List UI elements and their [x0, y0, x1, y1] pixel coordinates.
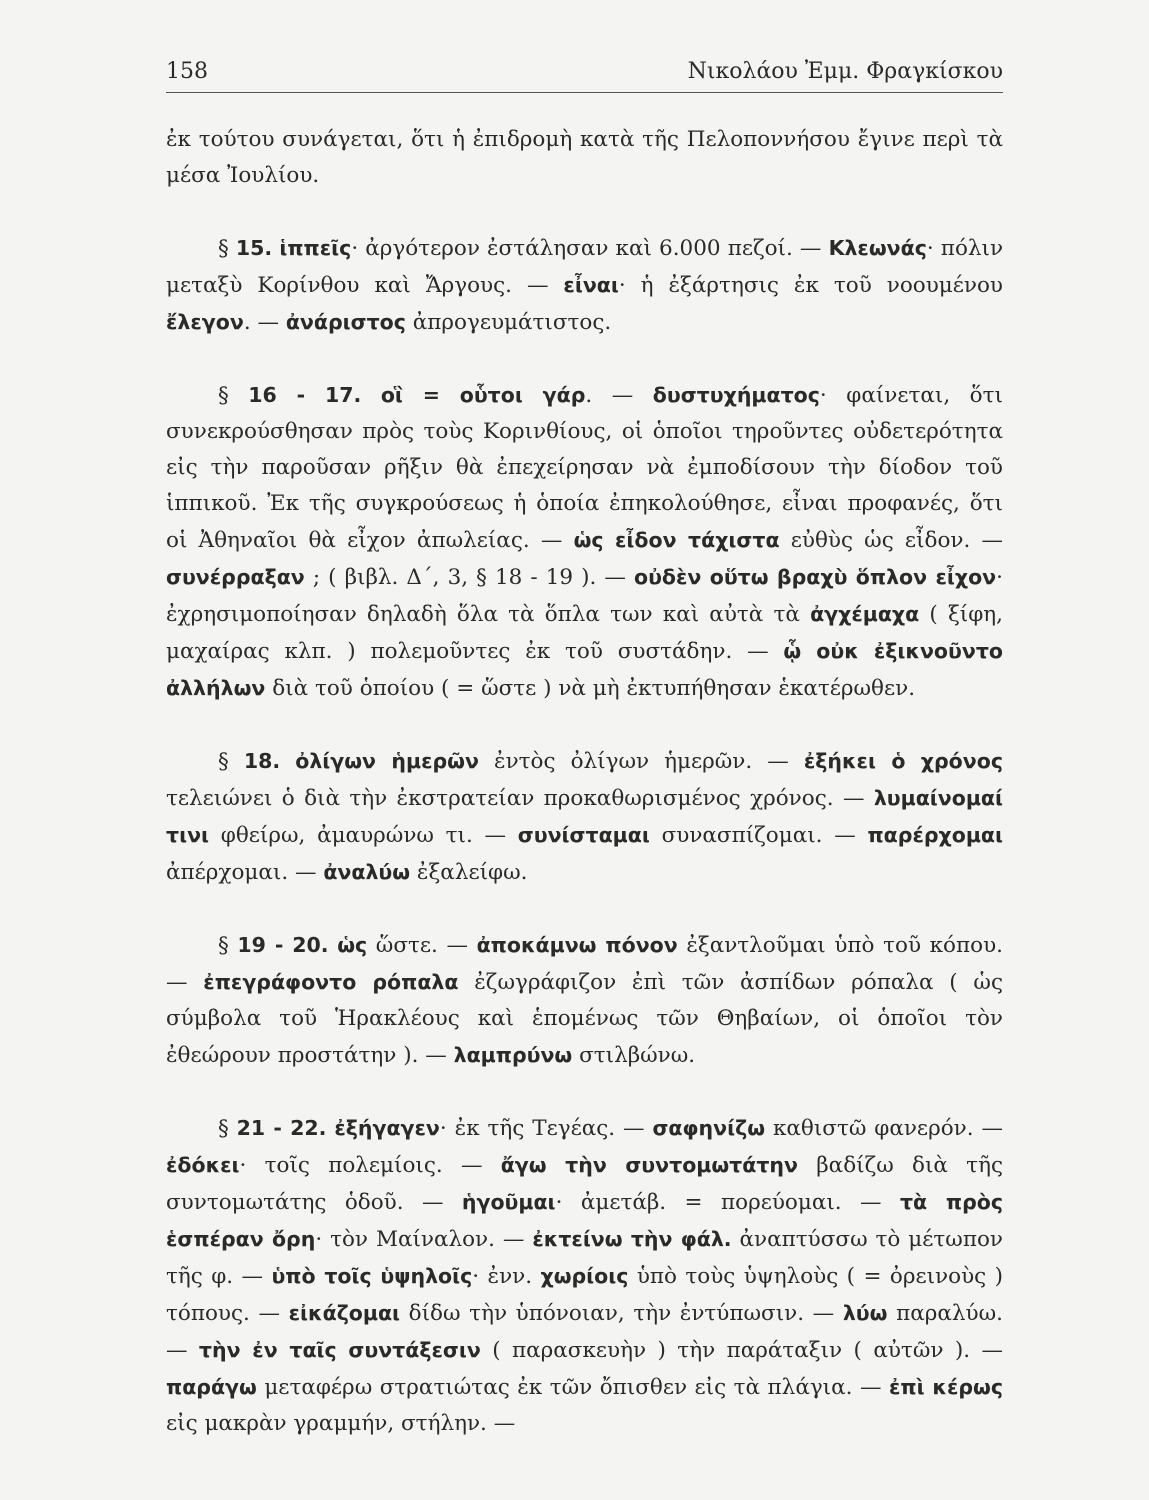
bold-term: 15.: [235, 236, 273, 260]
text-segment: . —: [243, 310, 286, 335]
bold-term: οἳ = οὗτοι γάρ: [380, 383, 586, 407]
text-segment: βαδίζω διὰ τῆς συντομωτάτης ὁδοῦ. —: [166, 1153, 1003, 1215]
bold-term: σαφηνίζω: [652, 1116, 766, 1140]
bold-term: 16 - 17.: [248, 383, 362, 407]
bold-term: ὑπὸ τοῖς ὑψηλοῖς: [271, 1264, 473, 1288]
paragraph: [166, 230, 1003, 341]
bold-term: εἶναι: [563, 273, 619, 297]
bold-term: ἄγω τὴν συντομωτάτην: [500, 1153, 798, 1177]
page-header: [166, 52, 1003, 93]
paragraph: [166, 1110, 1003, 1442]
bold-term: 19 - 20.: [237, 933, 329, 957]
bold-term: παράγω: [166, 1375, 257, 1399]
text-segment: ; ( βιβλ. Δ΄, 3, § 18 - 19 ). —: [304, 565, 634, 590]
text-segment: στιλβώνω.: [572, 1043, 696, 1068]
text-segment: [280, 749, 295, 774]
page-body: [166, 122, 1003, 1442]
text-segment: [329, 933, 338, 958]
bold-term: λύω: [842, 1301, 888, 1325]
text-segment: · ἀργότερον ἐστάλησαν καὶ 6.000 πεζοί. —: [351, 236, 829, 261]
text-segment: εἰς μακρὰν γραμμήν, στήλην. —: [166, 1411, 516, 1436]
text-segment: ἐντὸς ὀλίγων ἡμερῶν. —: [478, 749, 804, 774]
bold-term: δυστυχήματος: [652, 383, 820, 407]
bold-term: ἡγοῦμαι: [461, 1190, 556, 1214]
bold-term: ἐξήγαγεν: [334, 1116, 440, 1140]
bold-term: 18.: [243, 749, 281, 773]
bold-term: ὀλίγων ἡμερῶν: [295, 749, 479, 773]
text-segment: ἐκ τούτου συνάγεται, ὅτι ἡ ἐπιδρομὴ κατὰ τῆς Πελοποννήσου ἔγινε περὶ τὰ μέσα Ἰουλίου.: [166, 127, 1003, 188]
text-segment: καθιστῶ φανερόν. —: [765, 1116, 1003, 1141]
text-segment: ὑπὸ τοὺς ὑψηλοὺς ( = ὀρεινοὺς ) τόπους. —: [166, 1264, 1003, 1326]
bold-term: ἐπὶ κέρως: [888, 1375, 1003, 1399]
text-segment: ἐξαλείφω.: [410, 860, 528, 885]
bold-term: Κλεωνάς: [828, 236, 927, 260]
bold-term: τὰ πρὸς ἑσπέραν ὄρη: [166, 1190, 1003, 1251]
text-segment: τελειώνει ὁ διὰ τὴν ἐκστρατείαν προκαθωρισμένος χρόνος. —: [166, 786, 874, 811]
paragraph: [166, 743, 1003, 891]
text-segment: §: [218, 236, 236, 261]
text-segment: ἀπέρχομαι. —: [166, 860, 324, 885]
text-segment: ἐζωγράφιζον ἐπὶ τῶν ἀσπίδων ρόπαλα ( ὡς σύμβολα τοῦ Ἡρακλέους καὶ ἑπομένως τῶν Θηβαίων, οἱ ὁποῖοι τὸν ἐθεώρουν προστάτην ). —: [166, 970, 1003, 1068]
bold-term: παρέρχομαι: [867, 823, 1003, 847]
bold-term: ἐδόκει: [166, 1153, 240, 1177]
text-segment: εὐθὺς ὡς εἶδον. —: [779, 528, 1003, 553]
text-segment: διὰ τοῦ ὁποίου ( = ὥστε ) νὰ μὴ ἐκτυπήθησαν ἑκατέρωθεν.: [265, 676, 916, 701]
text-segment: φθείρω, ἀμαυρώνω τι. —: [209, 823, 518, 848]
bold-term: λαμπρύνω: [453, 1043, 573, 1067]
bold-term: χωρίοις: [540, 1264, 629, 1288]
bold-term: ὡς εἶδον τάχιστα: [573, 528, 780, 552]
text-segment: συνασπίζομαι. —: [649, 823, 868, 848]
text-segment: · ἐχρησιμοποίησαν δηλαδὴ ὅλα τὰ ὅπλα των καὶ αὐτὰ τὰ: [166, 565, 1003, 627]
bold-term: λυμαίνομαί τινι: [166, 786, 1003, 847]
text-segment: ὥστε. —: [367, 933, 477, 958]
text-segment: · ἐνν.: [472, 1264, 541, 1289]
text-segment: · πόλιν μεταξὺ Κορίνθου καὶ Ἄργους. —: [166, 236, 1004, 298]
text-segment: δίδω τὴν ὑπόνοιαν, τὴν ἐντύπωσιν. —: [400, 1301, 843, 1326]
bold-term: ἐπεγράφοντο ρόπαλα: [203, 970, 459, 994]
bold-term: ἀναλύω: [323, 860, 411, 884]
text-segment: ( ξίφη, μαχαίρας κλπ. ) πολεμοῦντες ἐκ τοῦ συστάδην. —: [166, 602, 1003, 664]
bold-term: οὐδὲν οὕτω βραχὺ ὅπλον εἶχον: [633, 565, 997, 589]
text-segment: μεταφέρω στρατιώτας ἐκ τῶν ὄπισθεν εἰς τὰ πλάγια. —: [256, 1375, 889, 1400]
bold-term: συνίσταμαι: [517, 823, 650, 847]
text-segment: ἀπρογευμάτιστος.: [405, 310, 612, 335]
running-title: Νικολάου Ἐμμ. Φραγκίσκου: [687, 59, 1003, 84]
paragraph: [166, 927, 1003, 1074]
text-segment: §: [218, 1116, 237, 1141]
text-segment: ἀναπτύσσω τὸ μέτωπον τῆς φ. —: [166, 1227, 1003, 1289]
bold-term: συνέρραξαν: [166, 565, 305, 589]
bold-term: εἰκάζομαι: [288, 1301, 401, 1325]
text-segment: §: [218, 383, 249, 408]
text-segment: ἐξαντλοῦμαι ὑπὸ τοῦ κόπου. —: [166, 933, 1003, 995]
bold-term: ὡς: [337, 933, 368, 957]
bold-term: ἐξήκει ὁ χρόνος: [803, 749, 1003, 773]
bold-term: ἀγχέμαχα: [810, 602, 920, 626]
paragraph: [166, 377, 1003, 707]
bold-term: ἔλεγον: [166, 310, 244, 334]
text-segment: · ἀμετάβ. = πορεύομαι. —: [555, 1190, 900, 1215]
text-segment: · ἐκ τῆς Τεγέας. —: [439, 1116, 653, 1141]
bold-term: τὴν ἐν ταῖς συντάξεσιν: [198, 1338, 481, 1362]
text-segment: §: [218, 933, 238, 958]
text-segment: παραλύω. —: [166, 1301, 1003, 1363]
paragraph: [166, 122, 1003, 194]
text-segment: ( παρασκευὴν ) τὴν παράταξιν ( αὐτῶν ). —: [480, 1338, 1003, 1363]
bold-term: ἀνάριστος: [285, 310, 406, 334]
text-segment: · τοῖς πολεμίοις. —: [239, 1153, 501, 1178]
bold-term: ᾧ οὐκ ἐξικνοῦντο ἀλλήλων: [166, 639, 1003, 700]
text-segment: . —: [585, 383, 653, 408]
bold-term: ἀποκάμνω πόνον: [476, 933, 678, 957]
bold-term: ἐκτείνω τὴν φάλ.: [532, 1227, 732, 1251]
text-segment: · τὸν Μαίναλον. —: [315, 1227, 533, 1252]
text-segment: · ἡ ἐξάρτησις ἐκ τοῦ νοουμένου: [618, 273, 1003, 298]
bold-term: ἱππεῖς: [279, 236, 352, 260]
text-segment: [361, 383, 381, 408]
page-number: 158: [166, 59, 208, 84]
text-segment: · φαίνεται, ὅτι συνεκρούσθησαν πρὸς τοὺς Κορινθίους, οἱ ὁποῖοι τηροῦντες οὐδετερότητα εἰς τὴν παροῦσαν ρῆξιν θὰ ἐπεχείρησαν νὰ ἐμποδίσουν τὴν δίοδον τοῦ ἱππικοῦ. Ἐκ τῆς συγκρούσεως ἡ ὁποία ἐπηκολούθησε, εἶναι προφανές, ὅτι οἱ Ἀθηναῖοι θὰ εἶχον ἀπωλείας. —: [166, 383, 1003, 553]
text-segment: §: [218, 749, 244, 774]
bold-term: 21 - 22.: [236, 1116, 327, 1140]
